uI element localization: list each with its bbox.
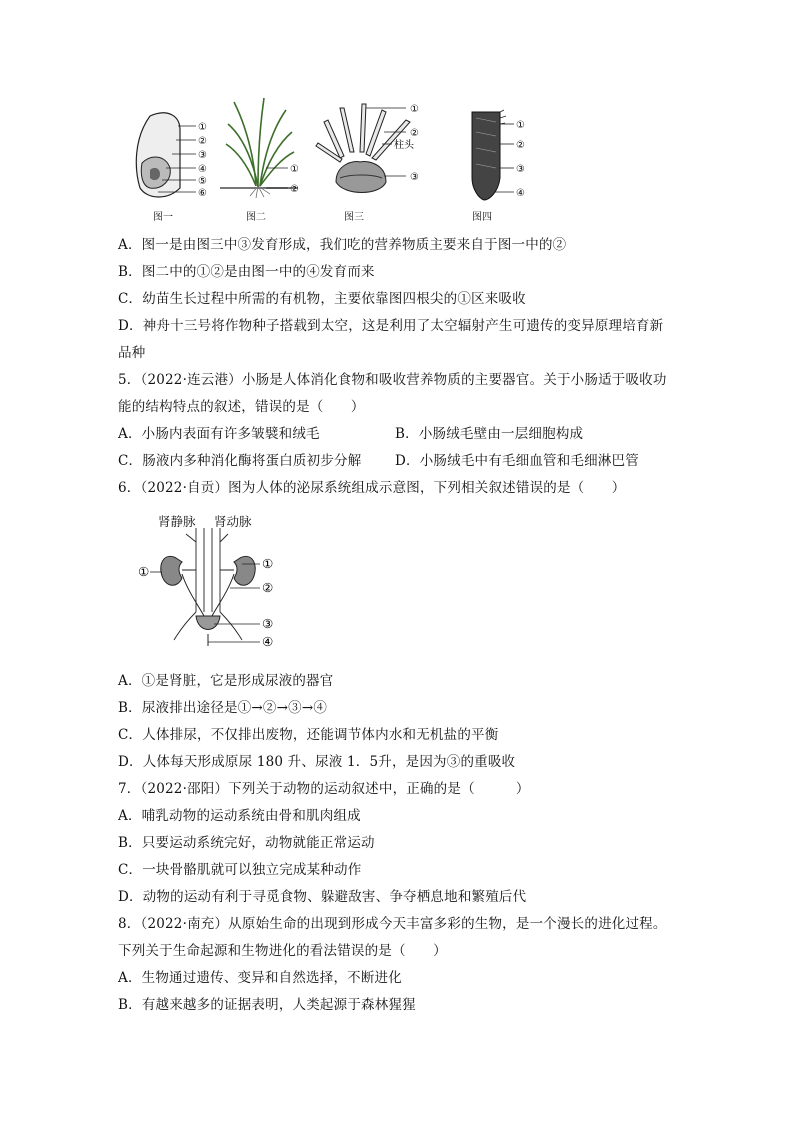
figure-1-seed [128,108,218,223]
fig1-marker: ⑤ [198,176,207,187]
q4-option-d: D．神舟十三号将作物种子搭载到太空，这是利用了太空辐射产生可遗传的变异原理培育新 [118,318,664,334]
fig4-marker: ② [516,140,525,151]
q6-option-c: C．人体排尿，不仅排出废物，还能调节体内水和无机盐的平衡 [118,727,499,743]
fig3-marker: ① [410,104,419,115]
q4-option-b: B．图二中的①②是由图一中的④发育而来 [118,264,375,280]
q6-option-d: D．人体每天形成原尿 180 升、尿液 1．5升，是因为③的重吸收 [118,754,516,770]
fig3-marker: ② [410,128,419,139]
q5-option-b: B．小肠绒毛壁由一层细胞构成 [395,426,584,442]
figure-4-caption: 图四 [472,212,492,223]
q7-option-a: A．哺乳动物的运动系统由骨和肌肉组成 [118,808,361,824]
fig4-marker: ③ [516,164,525,175]
figure-2-caption: 图二 [246,212,266,223]
urinary-system-figure [130,512,290,660]
fig2-marker: ① [290,164,299,175]
q5-stem: 5．（2022·连云港）小肠是人体消化食物和吸收营养物质的主要器官。关于小肠适于吸收功 [118,372,667,388]
figure-4-root-tip [464,108,544,223]
fig2-marker: ② [290,184,299,195]
q7-option-c: C．一块骨骼肌就可以独立完成某种动作 [118,862,362,878]
fig1-marker: ② [198,136,207,147]
q8-option-b: B．有越来越多的证据表明，人类起源于森林猩猩 [118,997,416,1013]
kidney-marker-left: ① [138,564,150,579]
q5-options-row-1 [118,425,584,443]
q5-options-row-2 [118,452,639,470]
q8-option-a: A．生物通过遗传、变异和自然选择，不断进化 [118,970,402,986]
q6-option-b: B．尿液排出途径是①→②→③→④ [118,700,328,716]
kidney-marker-right: ① [262,556,274,571]
bladder-marker: ③ [262,616,274,631]
q5-option-d: D．小肠绒毛中有毛细血管和毛细淋巴管 [395,453,639,469]
fig1-marker: ⑥ [198,188,207,199]
figure-2-seedling [220,96,310,223]
fig3-marker: ③ [410,172,419,183]
q4-option-d-cont: 品种 [118,345,146,361]
figure-row [118,96,548,226]
figure-1-caption: 图一 [153,212,173,223]
figure-3-flower [310,102,440,223]
q8-stem-cont: 下列关于生命起源和生物进化的看法错误的是（ ） [118,943,447,959]
q6-option-a: A．①是肾脏，它是形成尿液的器官 [118,673,334,689]
q7-option-b: B．只要运动系统完好，动物就能正常运动 [118,835,375,851]
q7-option-d: D．动物的运动有利于寻觅食物、躲避敌害、争夺栖息地和繁殖后代 [118,889,527,905]
q6-stem: 6．（2022·自贡）图为人体的泌尿系统组成示意图，下列相关叙述错误的是（ ） [118,480,626,496]
q5-option-a: A．小肠内表面有许多皱襞和绒毛 [118,426,320,442]
q4-option-c: C．幼苗生长过程中所需的有机物，主要依靠图四根尖的①区来吸收 [118,291,526,307]
q5-stem-cont: 能的结构特点的叙述，错误的是（ ） [118,399,365,415]
fig4-marker: ① [516,120,525,131]
urethra-marker: ④ [262,634,274,649]
q5-option-c: C．肠液内多种消化酶将蛋白质初步分解 [118,453,362,469]
fig1-marker: ④ [198,164,207,175]
fig1-marker: ③ [198,150,207,161]
fig4-marker: ④ [516,188,525,199]
fig3-stigma-label: 柱头 [394,140,414,151]
q4-option-a: A．图一是由图三中③发育形成，我们吃的营养物质主要来自于图一中的② [118,237,567,253]
renal-vein-label: 肾静脉 [158,514,196,529]
q7-stem: 7．（2022·邵阳）下列关于动物的运动叙述中，正确的是（ ） [118,781,530,797]
ureter-marker: ② [262,580,274,595]
figure-3-caption: 图三 [344,212,364,223]
fig1-marker: ① [198,122,207,133]
renal-artery-label: 肾动脉 [214,514,252,529]
q8-stem: 8．（2022·南充）从原始生命的出现到形成今天丰富多彩的生物，是一个漫长的进化过程。 [118,916,667,932]
